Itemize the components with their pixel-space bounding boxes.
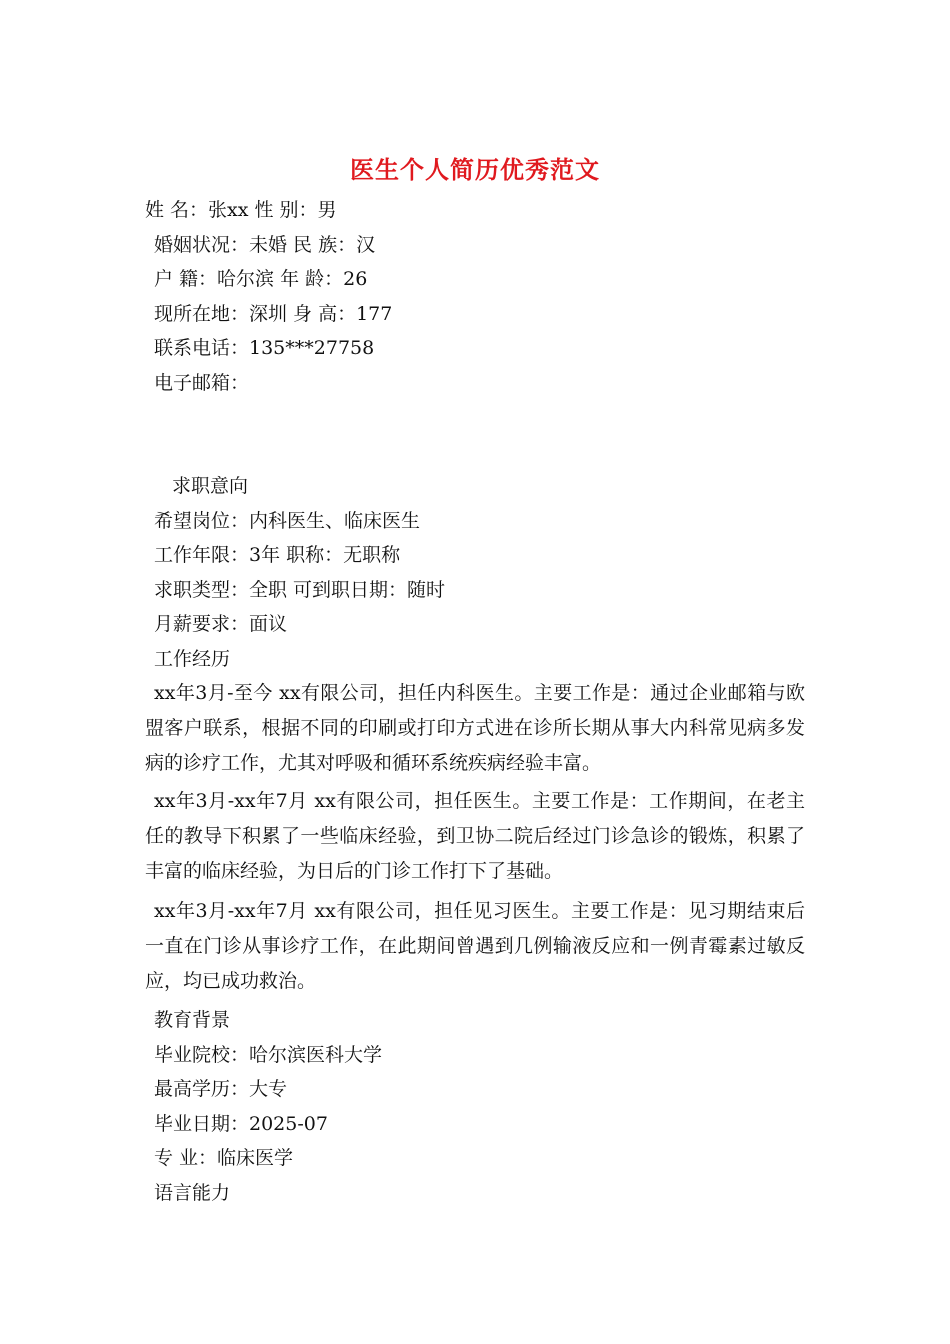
language-heading: 语言能力	[154, 1182, 231, 1204]
desired-position-line: 希望岗位：内科医生、临床医生	[154, 510, 421, 532]
major-line: 专 业：临床医学	[154, 1147, 294, 1169]
experience-item-text: xx年3月-xx年7月 xx有限公司，担任见习医生。主要工作是：见习期结束后一直在门诊从事诊疗工作，在此期间曾遇到几例输液反应和一例青霉素过敏反应，均已成功救治。	[145, 900, 805, 992]
location-height-line: 现所在地：深圳 身 高：177	[154, 303, 393, 325]
experience-heading: 工作经历	[154, 648, 231, 670]
page-title: 医生个人简历优秀范文	[350, 155, 600, 184]
experience-item-text: xx年3月-xx年7月 xx有限公司，担任医生。主要工作是：工作期间，在老主任的教导下积累了一些临床经验，到卫协二院后经过门诊急诊的锻炼，积累了丰富的临床经验，为日后的门诊工作打下了基础。	[145, 790, 805, 882]
experience-item	[145, 676, 805, 781]
phone-line: 联系电话：135***27758	[154, 337, 375, 359]
experience-item-text: xx年3月-至今 xx有限公司，担任内科医生。主要工作是：通过企业邮箱与欧盟客户联系，根据不同的印刷或打印方式进在诊所长期从事大内科常见病多发病的诊疗工作，尤其对呼吸和循环系统疾病经验丰富。	[145, 682, 805, 774]
hukou-age-line: 户 籍：哈尔滨 年 龄：26	[154, 268, 368, 290]
marital-ethnic-line: 婚姻状况：未婚 民 族：汉	[154, 234, 376, 256]
degree-line: 最高学历：大专	[154, 1078, 288, 1100]
experience-item	[145, 894, 805, 999]
email-line: 电子邮箱：	[154, 372, 250, 394]
name-gender-line: 姓 名：张xx 性 别：男	[145, 199, 337, 221]
experience-item	[145, 784, 805, 889]
school-line: 毕业院校：哈尔滨医科大学	[154, 1044, 383, 1066]
grad-date-line: 毕业日期：2025-07	[154, 1113, 328, 1135]
education-heading: 教育背景	[154, 1009, 231, 1031]
job-type-line: 求职类型：全职 可到职日期：随时	[154, 579, 446, 601]
salary-line: 月薪要求：面议	[154, 613, 288, 635]
work-years-line: 工作年限：3年 职称：无职称	[154, 544, 401, 566]
job-intent-heading: 求职意向	[172, 475, 249, 497]
